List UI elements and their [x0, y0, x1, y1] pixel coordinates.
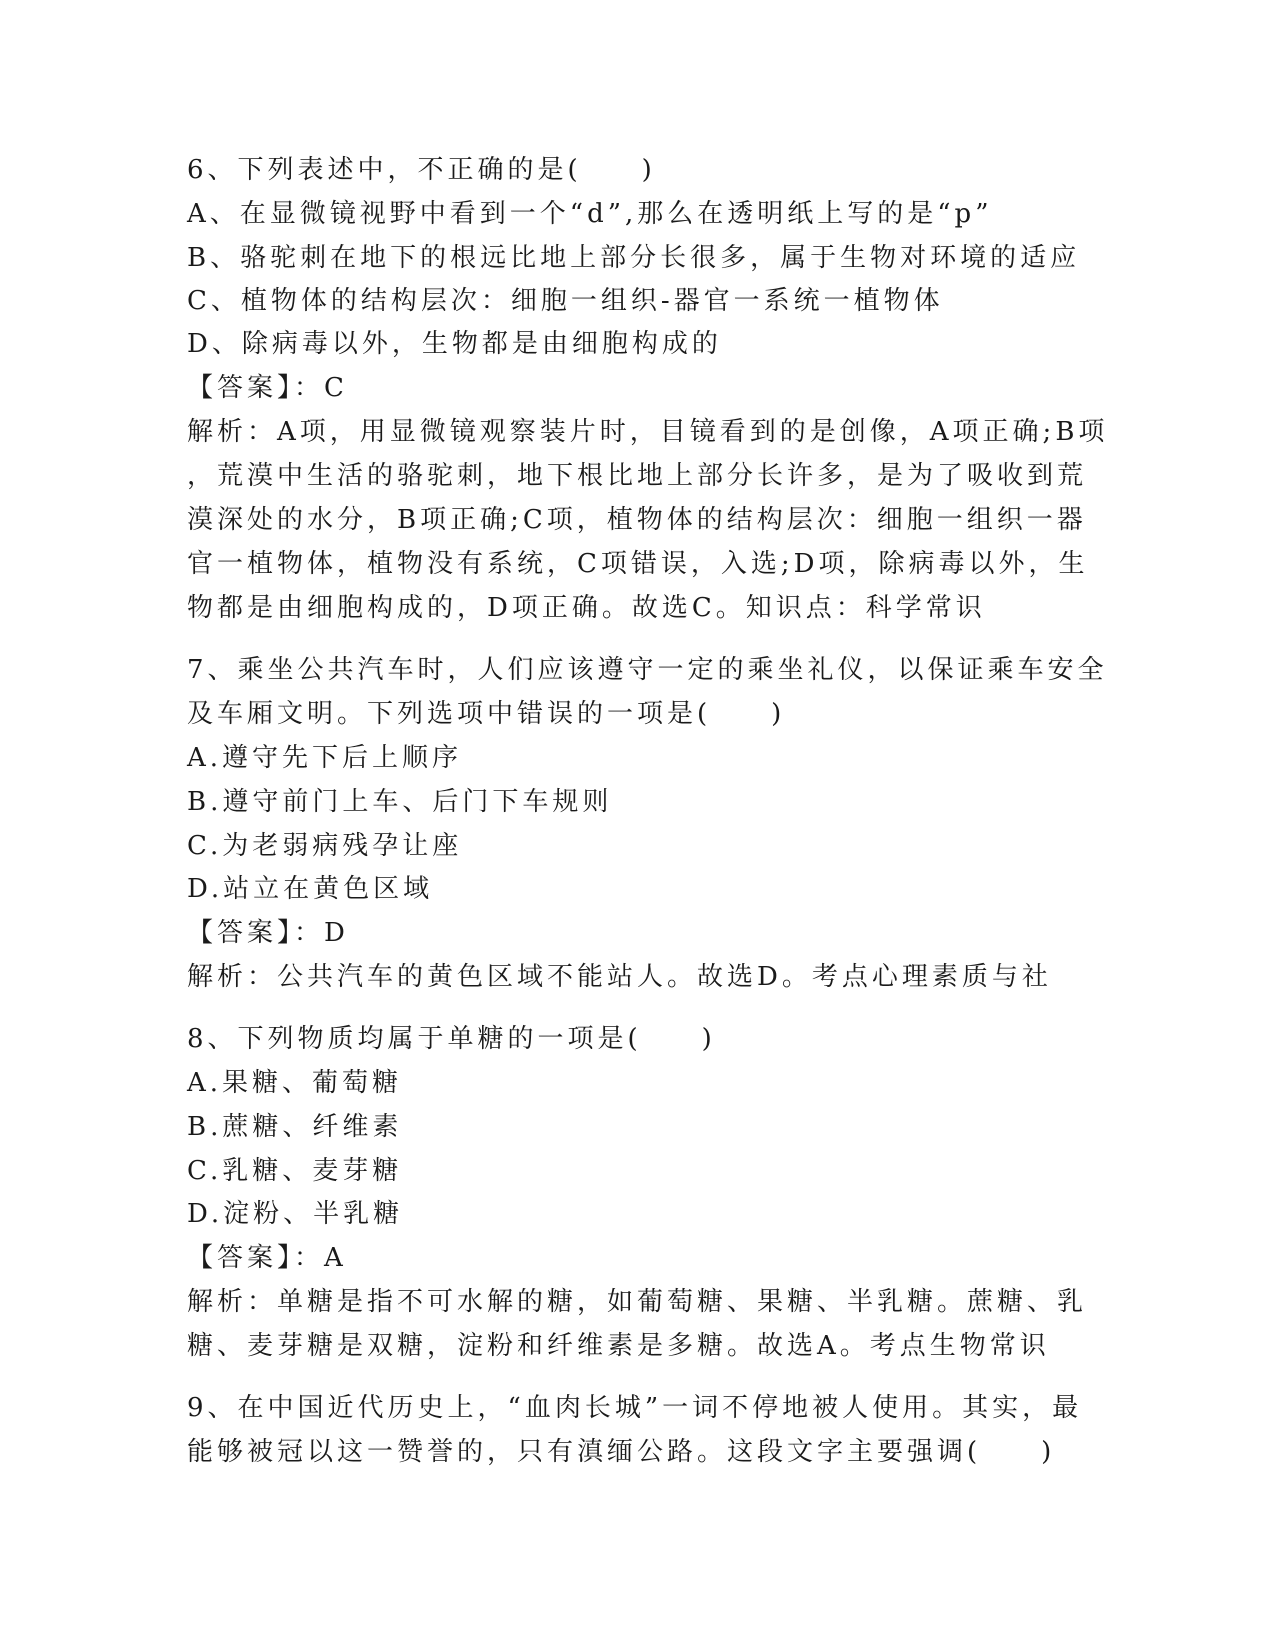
analysis-line: 官一植物体，植物没有系统，C项错误，入选;D项，除病毒以外，生 [187, 549, 1089, 579]
answer-line: 【答案】：C [187, 373, 348, 403]
option-c: C、植物体的结构层次：细胞一组织-器官一系统一植物体 [187, 286, 944, 316]
answer-line: 【答案】：A [187, 1243, 347, 1273]
analysis-line: 物都是由细胞构成的，D项正确。故选C。知识点：科学常识 [187, 593, 986, 623]
option-d: D.站立在黄色区域 [187, 874, 434, 904]
option-d: D、除病毒以外，生物都是由细胞构成的 [187, 329, 722, 359]
answer-line: 【答案】：D [187, 918, 349, 948]
analysis-line: 解析：单糖是指不可水解的糖，如葡萄糖、果糖、半乳糖。蔗糖、乳 [187, 1287, 1088, 1317]
option-a: A、在显微镜视野中看到一个“d”,那么在透明纸上写的是“p” [187, 199, 993, 229]
option-a: A.遵守先下后上顺序 [187, 743, 463, 773]
option-c: C.为老弱病残孕让座 [187, 831, 463, 861]
option-b: B、骆驼刺在地下的根远比地上部分长很多，属于生物对环境的适应 [187, 243, 1081, 273]
question-stem: 8、下列物质均属于单糖的一项是( ) [187, 1024, 716, 1054]
analysis-line: 解析：A项，用显微镜观察装片时，目镜看到的是创像，A项正确;B项 [187, 417, 1109, 447]
analysis-line: ，荒漠中生活的骆驼刺，地下根比地上部分长许多，是为了吸收到荒 [187, 461, 1088, 491]
question-stem: 能够被冠以这一赞誉的，只有滇缅公路。这段文字主要强调( ) [187, 1437, 1056, 1467]
option-a: A.果糖、葡萄糖 [187, 1068, 403, 1098]
question-stem: 6、下列表述中，不正确的是( ) [187, 155, 656, 185]
option-d: D.淀粉、半乳糖 [187, 1199, 404, 1229]
analysis-line: 解析：公共汽车的黄色区域不能站人。故选D。考点心理素质与社 [187, 962, 1052, 992]
option-b: B.蔗糖、纤维素 [187, 1112, 403, 1142]
analysis-line: 糖、麦芽糖是双糖，淀粉和纤维素是多糖。故选A。考点生物常识 [187, 1331, 1050, 1361]
question-stem: 9、在中国近代历史上，“血肉长城”一词不停地被人使用。其实，最 [187, 1393, 1083, 1423]
option-c: C.乳糖、麦芽糖 [187, 1156, 403, 1186]
question-stem: 7、乘坐公共汽车时，人们应该遵守一定的乘坐礼仪，以保证乘车安全 [187, 655, 1108, 685]
analysis-line: 漠深处的水分，B项正确;C项，植物体的结构层次：细胞一组织一器 [187, 505, 1087, 535]
question-stem: 及车厢文明。下列选项中错误的一项是( ) [187, 699, 786, 729]
option-b: B.遵守前门上车、后门下车规则 [187, 787, 613, 817]
